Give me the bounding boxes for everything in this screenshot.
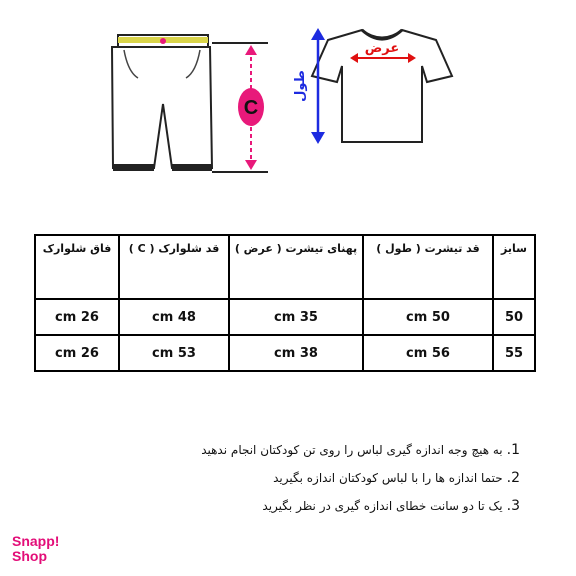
cell-shorts-rise: 26 cm [35, 299, 119, 335]
note-text: به هیچ وجه اندازه گیری لباس را روی تن کودکتان انجام ندهید [201, 443, 503, 457]
size-guide-illustration [0, 0, 576, 200]
pants-length-label: C [243, 97, 259, 119]
note-number: 1. [506, 442, 520, 458]
note-number: 3. [506, 498, 520, 514]
size-table [34, 234, 536, 372]
logo-line-1: Snapp! [12, 533, 60, 549]
note-text: یک تا دو سانت خطای اندازه گیری در نظر بگیرید [262, 499, 503, 513]
header-tshirt-width: پهنای تیشرت ( عرض ) [229, 235, 363, 299]
cell-shorts-length: 53 cm [119, 335, 229, 371]
pants-length-marker [212, 43, 268, 172]
table-header-row [35, 235, 535, 299]
header-size: سایز [493, 235, 535, 299]
table-row [35, 299, 535, 335]
table-row [35, 335, 535, 371]
snappshop-logo [12, 534, 82, 564]
tshirt-length-label: طول [293, 70, 308, 102]
header-tshirt-length: قد تیشرت ( طول ) [363, 235, 493, 299]
tshirt-width-label: عرض [364, 41, 400, 56]
note-item [120, 464, 520, 492]
cell-tshirt-length: 50 cm [363, 299, 493, 335]
note-number: 2. [506, 470, 520, 486]
cell-shorts-length: 48 cm [119, 299, 229, 335]
cell-tshirt-width: 38 cm [229, 335, 363, 371]
note-item [120, 492, 520, 520]
cell-shorts-rise: 26 cm [35, 335, 119, 371]
note-item [120, 436, 520, 464]
cell-tshirt-width: 35 cm [229, 299, 363, 335]
logo-line-2: Shop [12, 548, 47, 564]
header-shorts-rise: فاق شلوارک [35, 235, 119, 299]
header-shorts-length: قد شلوارک ( C ) [119, 235, 229, 299]
cell-size: 50 [493, 299, 535, 335]
cell-size: 55 [493, 335, 535, 371]
cell-tshirt-length: 56 cm [363, 335, 493, 371]
notes-list [120, 436, 520, 520]
note-text: حتما اندازه ها را با لباس کودکتان اندازه بگیرید [273, 471, 503, 485]
tshirt-length-arrow [311, 28, 325, 144]
pants-drawing [112, 35, 212, 171]
